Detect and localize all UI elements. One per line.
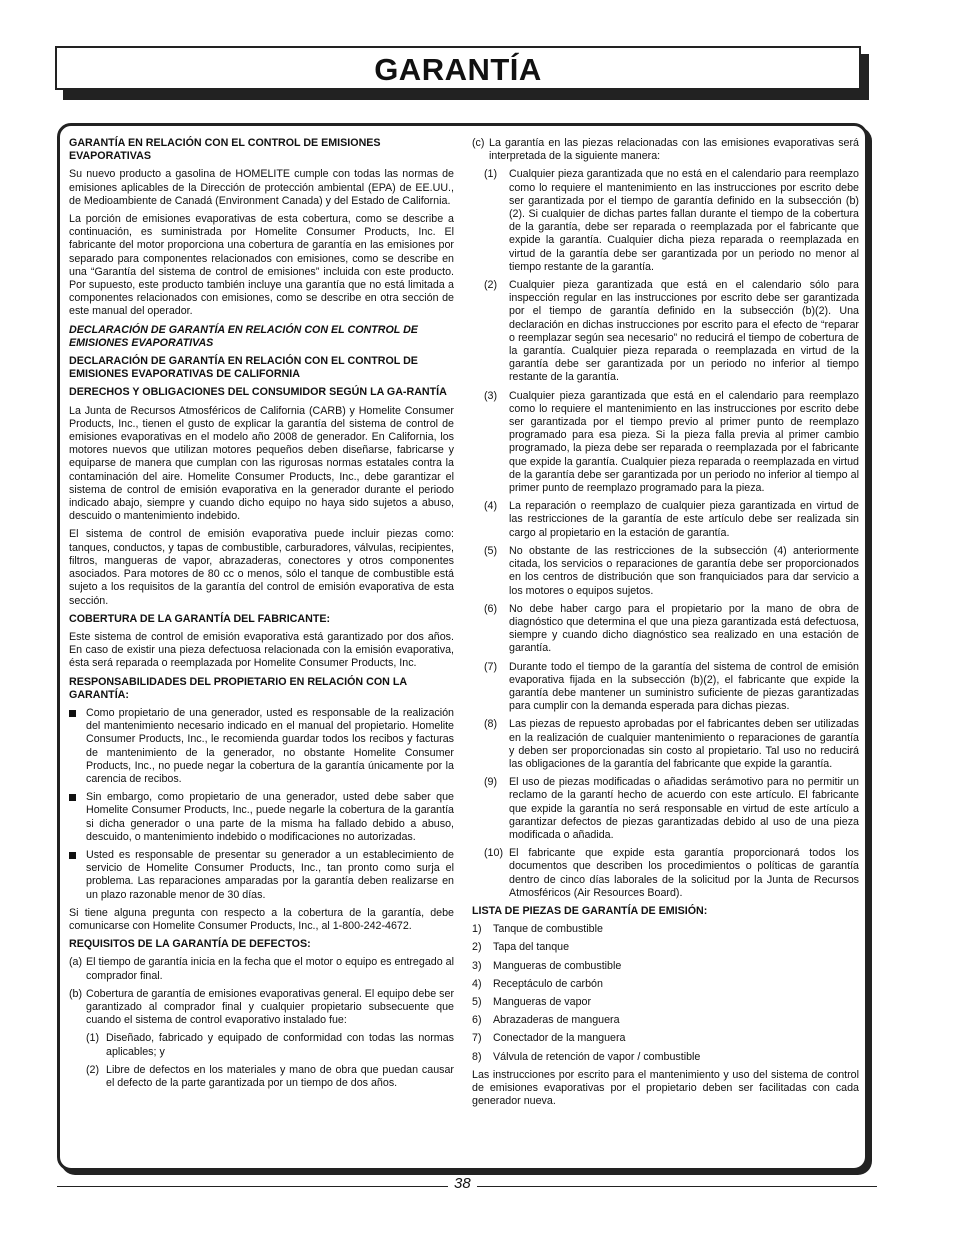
numbered-item	[472, 168, 859, 274]
item-text: El tiempo de garantía inicia en la fecha que el motor o equipo es entregado al comprador final.	[86, 956, 454, 982]
item-label: (8)	[484, 718, 498, 731]
parts-list-item	[472, 1032, 859, 1045]
parts-list-item	[472, 1014, 859, 1027]
item-label: (b)	[69, 987, 83, 1000]
item-label: (c)	[472, 137, 485, 149]
item-text: No debe haber cargo para el propietario por la mano de obra de diagnóstico que determina el que una pieza garantizada está defectuosa, siempre y cuando dicho diagnóstico sea realizado en una estación de garantía.	[509, 602, 859, 655]
bullet-item	[69, 849, 454, 902]
parts-list-item	[472, 923, 859, 936]
bullet-text: Como propietario de una generador, usted es responsable de la realización del mantenimiento necesario indicado en el manual del propietario. Homelite Consumer Products, Inc., le recomienda guardar todos los recibos y facturas de mantenimiento de la generador, no obstante Homelite Consumer Products, Inc., no puede negar la cobertura de la garantía únicamente por la carencia de recibos.	[86, 706, 454, 785]
section-heading: REQUISITOS DE LA GARANTÍA DE DEFECTOS:	[69, 938, 311, 951]
item-label: (10)	[484, 847, 504, 860]
square-bullet-icon	[69, 852, 76, 859]
item-label: (9)	[484, 776, 498, 789]
page-title: GARANTÍA	[374, 52, 542, 87]
parts-list-item	[472, 996, 859, 1009]
right-column	[472, 137, 859, 1113]
item-text: Válvula de retención de vapor / combustible	[493, 1050, 701, 1063]
section-heading: DECLARACIÓN DE GARANTÍA EN RELACIÓN CON EL CONTROL DE EMISIONES EVAPORATIVAS	[69, 323, 418, 349]
paragraph: Este sistema de control de emisión evaporativa está garantizado por dos años. En caso de existir una pieza defectuosa relacionada con la emisión evaporativa, ésta será reparada o reemplazada por Homelite Consumer Products, Inc.	[69, 630, 454, 670]
section-heading: GARANTÍA EN RELACIÓN CON EL CONTROL DE EMISIONES EVAPORATIVAS	[69, 137, 381, 163]
item-label: (a)	[69, 956, 83, 969]
section-heading: RESPONSABILIDADES DEL PROPIETARIO EN RELACIÓN CON LA GARANTÍA:	[69, 675, 407, 701]
item-text: Cualquier pieza garantizada que no está en el calendario para reemplazo como lo requiere el mantenimiento en las instrucciones por escrito debe ser garantizada por el tiempo de garantía definido en la subsección (b)(2). Si cualquier de dichas partes fallan durante el tiempo de la cobertura de la garantía, debe ser reparada o reemplazada por el fabricante que expide la garantía. Cualquier dicha pieza reparada o reemplazada en virtud de la garantía debe ser garantizada por un periodo no menor al tiempo restante de la garantía.	[509, 168, 859, 273]
item-text: El uso de piezas modificadas o añadidas serámotivo para no permitir un reclamo de la garantí hecho de acuerdo con este artículo. El fabricante que expide la garantía no será responsable en virtud de este artículo a garantizar defectos de piezas garantizadas debido al uso de una pieza modificada o añadida.	[509, 776, 859, 841]
item-text: Las piezas de repuesto aprobadas por el fabricantes deben ser utilizadas en la realización de cualquier mantenimiento o reparaciones de garantía y deben ser proporcionadas sin costo al propietario. Tal uso no reducirá las obligaciones de la garantía del fabricante que expide la garantía.	[509, 718, 859, 770]
bullet-text: Sin embargo, como propietario de una generador, usted debe saber que Homelite Consumer Products, Inc., puede negarle la cobertura de la garantía si dicha generador o una parte de la misma ha fallado debido a abuso, descuido, o mantenimiento indebido o modificaciones no autorizadas.	[86, 791, 454, 843]
item-label: 6)	[472, 1014, 482, 1027]
paragraph: La Junta de Recursos Atmosféricos de California (CARB) y Homelite Consumer Products, Inc., tienen el gusto de explicar la garantía del sistema de control de emisiones evaporativas en el modelo año 2008 de generador. En California, los motores nuevos que utilizan motores pequeños deben diseñarse, fabricarse y equiparse de manera que cumplan con las rigurosas normas estatales contra la contaminación del aire. Homelite Consumer Products, Inc., debe garantizar el sistema de control de emisión evaporativa en la generador durante el periodo indicado abajo, siempre y cuando dicho equipo no haya sido sujetos a abuso, descuido o mantenimiento indebido.	[69, 404, 454, 523]
bullet-item	[69, 791, 454, 844]
numbered-item	[472, 279, 859, 385]
page-number: 38	[448, 1175, 477, 1192]
item-text: Conectador de la manguera	[493, 1032, 626, 1045]
numbered-item	[472, 718, 859, 771]
paragraph: El sistema de control de emisión evaporativa puede incluir piezas como: tanques, conductos, y tapas de combustible, carburadores, válvulas, recipientes, filtros, mangueras de vapor, abrazaderas, conectores y otros componentes asociados. Para motores de 80 cc o menos, sólo el tanque de combustible está sujeto a los requisitos de la garantía del control de emisión evaporativa de esta sección.	[69, 528, 454, 607]
item-text: La garantía en las piezas relacionadas con las emisiones evaporativas será interpretada de la siguiente manera:	[489, 137, 859, 163]
square-bullet-icon	[69, 710, 76, 717]
item-label: 2)	[472, 941, 482, 954]
paragraph: Su nuevo producto a gasolina de HOMELITE cumple con todas las normas de emisiones aplicables de la Dirección de protección ambiental (EPA) de EE.UU., de Medioambiente de Canadá (Environment Canada) y del Estado de California.	[69, 168, 454, 207]
item-label: 1)	[472, 923, 482, 936]
item-text: El fabricante que expide esta garantía proporcionará todos los documentos que describen los procedimientos o políticas de garantía dentro de cinco días laborales de la solicitud por la Junta de Recursos Atmosféricos (Air Resources Board).	[509, 847, 859, 899]
item-label: (3)	[484, 389, 498, 402]
list-item	[69, 1064, 454, 1090]
item-text: No obstante de las restricciones de la subsección (4) anteriormente citada, los servicios o reparaciones de garantía debe ser proporcionados en los centros de distribución que son franquiciados para dar servicio a los motores o equipos sujetos.	[509, 544, 859, 597]
bullet-text: Usted es responsable de presentar su generador a un establecimiento de servicio de Homelite Consumer Products, Inc., tan pronto como surja el problema. Las reparaciones amparadas por la garantía deben realizarse en un plazo razonable menor de 30 días.	[86, 848, 454, 901]
item-text: Mangueras de combustible	[493, 959, 622, 972]
numbered-item	[472, 776, 859, 842]
numbered-item	[472, 390, 859, 496]
square-bullet-icon	[69, 794, 76, 801]
item-label: 8)	[472, 1050, 482, 1063]
item-text: Tanque de combustible	[493, 923, 603, 936]
list-item	[69, 956, 454, 982]
item-label: (4)	[484, 500, 498, 513]
item-text: Mangueras de vapor	[493, 995, 592, 1008]
item-text: Diseñado, fabricado y equipado de conformidad con todas las normas aplicables; y	[106, 1032, 454, 1058]
parts-list-item	[472, 1051, 859, 1064]
numbered-item	[472, 661, 859, 714]
numbered-item	[472, 603, 859, 656]
section-heading: LISTA DE PIEZAS DE GARANTÍA DE EMISIÓN:	[472, 904, 708, 917]
parts-list-item	[472, 960, 859, 973]
item-label: (1)	[484, 168, 498, 181]
item-text: Cualquier pieza garantizada que está en el calendario sólo para inspección regular en las instrucciones por escrito debe ser garantizada por el tiempo de garantía definido en la subsección (b)(2). Una declaración en dichas instrucciones por escrito para el efecto de “reparar o reemplazar según sea necesario” no reducirá el tiempo de cobertura de la garantía. Cualquier pieza reparada o reemplazada en virtud de la garantía debe ser garantizada por un periodo no inferior al tiempo restante de la garantía.	[509, 279, 859, 384]
list-item	[69, 1032, 454, 1058]
numbered-item	[472, 847, 859, 900]
parts-list-item	[472, 941, 859, 954]
item-label: (7)	[484, 660, 498, 673]
item-label: (6)	[484, 602, 498, 615]
item-label: (1)	[86, 1032, 100, 1045]
list-item	[472, 137, 859, 163]
paragraph: Las instrucciones por escrito para el mantenimiento y uso del sistema de control de emisiones evaporativas por el propietario deben ser facilitadas con cada generador nueva.	[472, 1068, 859, 1108]
item-text: Durante todo el tiempo de la garantía del sistema de control de emisión evaporativa fijada en la subsección (b)(2), el fabricante que expide la garantía debe mantener un suministro suficiente de piezas garantizadas para cumplir con la demanda esperada para dichas piezas.	[509, 660, 859, 713]
item-label: 3)	[472, 959, 482, 972]
numbered-item	[472, 500, 859, 540]
item-text: Abrazaderas de manguera	[493, 1014, 620, 1027]
item-label: 7)	[472, 1032, 482, 1045]
section-heading: DERECHOS Y OBLIGACIONES DEL CONSUMIDOR SEGÚN LA GA-RANTÍA	[69, 386, 447, 399]
paragraph: Si tiene alguna pregunta con respecto a la cobertura de la garantía, debe comunicarse con Homelite Consumer Products, Inc., al 1-800-242-4672.	[69, 906, 454, 932]
item-text: Receptáculo de carbón	[493, 977, 603, 990]
item-label: 5)	[472, 995, 482, 1008]
item-label: 4)	[472, 977, 482, 990]
bullet-item	[69, 707, 454, 786]
title-box	[55, 46, 861, 90]
item-label: (2)	[484, 279, 498, 292]
item-text: Libre de defectos en los materiales y mano de obra que puedan causar el defecto de la parte garantizada por un tiempo de dos años.	[106, 1063, 454, 1089]
paragraph: La porción de emisiones evaporativas de esta cobertura, como se describe a continuación, es suministrada por Homelite Consumer Products, Inc. El fabricante del motor proporciona una cobertura de garantía en las emisiones por separado para componentes relacionados con emisiones, como se describe en una “Garantía del sistema de control de emisiones” incluida con este producto. Por supuesto, este producto también incluye una garantía que no está limitada a componentes relacionados con emisiones, como se describe en otra sección de este manual del operador.	[69, 213, 454, 318]
numbered-item	[472, 545, 859, 598]
section-heading: COBERTURA DE LA GARANTÍA DEL FABRICANTE:	[69, 612, 331, 625]
item-label: (2)	[86, 1063, 100, 1076]
item-text: Cualquier pieza garantizada que está en el calendario para reemplazo como lo requiere el mantenimiento en las instrucciones por escrito debe ser garantizada por el tiempo previo al primer punto de reemplazo programado para esa pieza. Si la pieza falla previa al primer cambio programado, la pieza debe ser reparada o reemplazada por el fabricante que expide la garantía. Cualquier pieza reparada o reemplazada en virtud de la garantía debe ser garantizada por un periodo no inferior al tiempo al primer punto de reemplazo programado para la pieza.	[509, 389, 859, 495]
left-column	[69, 137, 454, 1095]
item-text: Tapa del tanque	[493, 941, 570, 954]
item-text: Cobertura de garantía de emisiones evaporativas general. El equipo debe ser garantizado al comprador final y cualquier propietario subsecuente que cuando el sistema de control evaporativo instalado fue:	[86, 987, 454, 1027]
parts-list-item	[472, 978, 859, 991]
item-label: (5)	[484, 544, 498, 557]
list-item	[69, 988, 454, 1028]
item-text: La reparación o reemplazo de cualquier pieza garantizada en virtud de las restricciones de la garantía de este artículo debe ser realizada sin cargo al propietario en la estación de garantía.	[509, 500, 859, 539]
section-heading: DECLARACIÓN DE GARANTÍA EN RELACIÓN CON EL CONTROL DE EMISIONES EVAPORATIVAS DE CALIFORNIA	[69, 355, 418, 381]
